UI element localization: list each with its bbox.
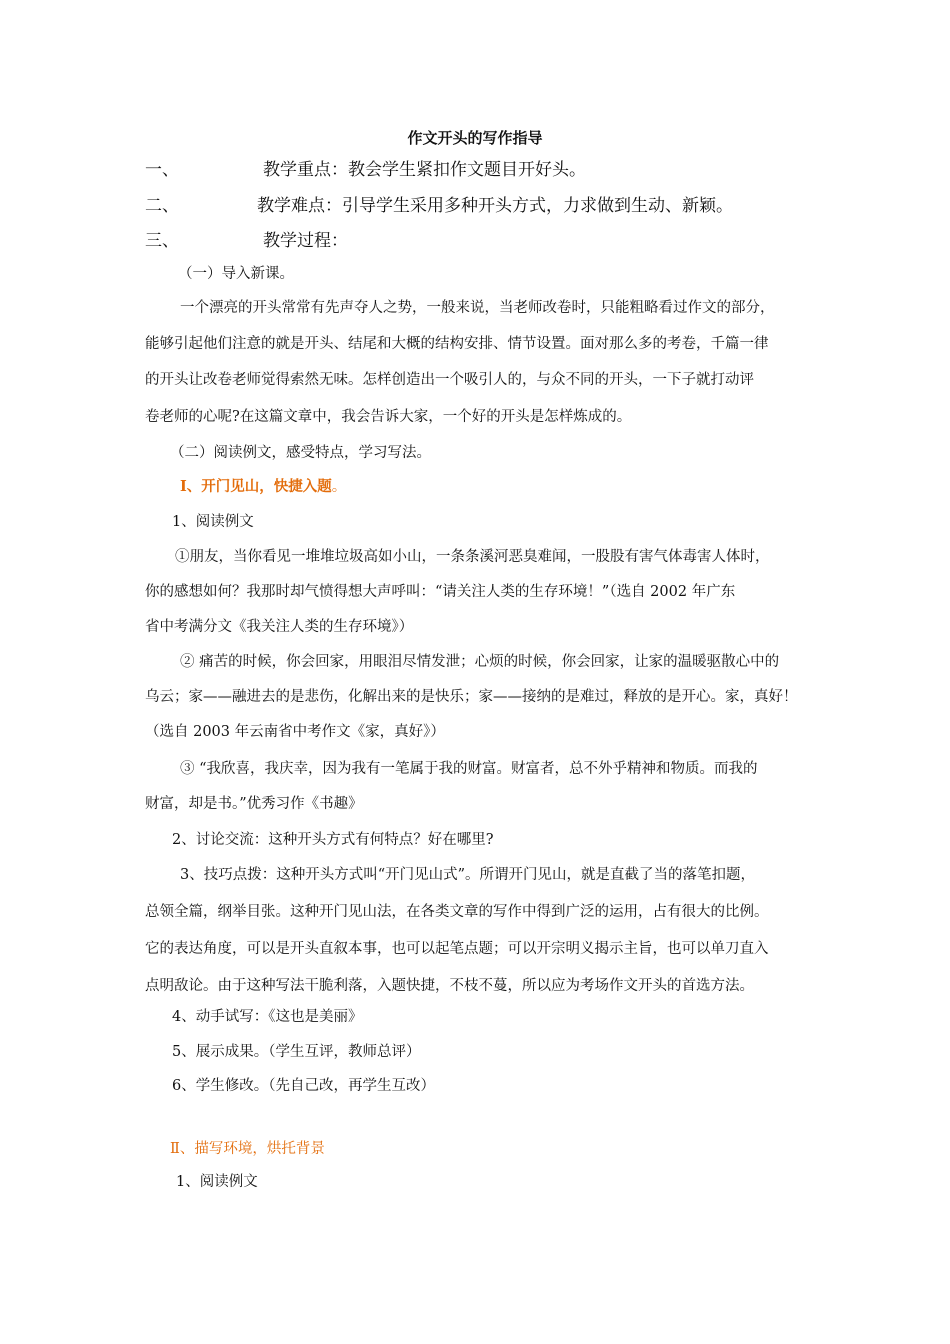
part1-step-2: 2、讨论交流：这种开头方式有何特点？好在哪里? [172, 832, 494, 848]
part1-heading-tail: 。 [331, 479, 347, 495]
section-number-3: 三、 [145, 231, 179, 251]
section-number-2: 二、 [145, 196, 179, 216]
document-title: 作文开头的写作指导 [407, 129, 543, 147]
tip-line: 总领全篇，纲举目张。这种开门见山法，在各类文章的写作中得到广泛的运用，占有很大的比例。 [145, 904, 769, 920]
read-heading: （二）阅读例文，感受特点，学习写法。 [170, 445, 431, 461]
example-3-line: 财富，却是书。”优秀习作《书趣》 [145, 796, 363, 812]
part1-heading-bold: Ⅰ、开门见山，快捷入题 [180, 478, 332, 495]
part2-heading: Ⅱ、描写环境，烘托背景 [170, 1141, 325, 1157]
section-text-3: 教学过程： [263, 231, 348, 251]
section-text-1: 教学重点：教会学生紧扣作文题目开好头。 [263, 160, 586, 180]
section-number-1: 一、 [145, 160, 179, 180]
example-1-line: ①朋友，当你看见一堆堆垃圾高如小山，一条条溪河恶臭难闻，一股股有害气体毒害人体时， [175, 549, 770, 565]
intro-line: 一个漂亮的开头常常有先声夺人之势，一般来说，当老师改卷时，只能粗略看过作文的部分， [180, 300, 775, 316]
tip-line: 点明敌论。由于这种写法干脆利落，入题快捷，不枝不蔓，所以应为考场作文开头的首选方法。 [145, 978, 754, 994]
example-2-line: 乌云；家——融进去的是悲伤，化解出来的是快乐；家——接纳的是难过，释放的是开心。家，真好！ [145, 689, 798, 705]
example-1-line: 你的感想如何？我那时却气愤得想大声呼叫：“请关注人类的生存环境！”（选自 2002 年广东 [145, 584, 736, 600]
example-2-line: ② 痛苦的时候，你会回家，用眼泪尽情发泄；心烦的时候，你会回家，让家的温暖驱散心中的 [180, 654, 780, 670]
part1-step-4: 4、动手试写：《这也是美丽》 [172, 1009, 363, 1025]
part1-step-5: 5、展示成果。（学生互评，教师总评） [172, 1044, 421, 1060]
intro-line: 的开头让改卷老师觉得索然无味。怎样创造出一个吸引人的，与众不同的开头，一下子就打动评 [145, 372, 754, 388]
tip-line: 它的表达角度，可以是开头直叙本事，也可以起笔点题；可以开宗明义揭示主旨，也可以单刀直入 [145, 941, 769, 957]
tip-line: 3、技巧点拨：这种开头方式叫“开门见山式”。所谓开门见山，就是直截了当的落笔扣题， [180, 867, 756, 883]
intro-line: 能够引起他们注意的就是开头、结尾和大概的结构安排、情节设置。面对那么多的考卷，千篇一律 [145, 336, 769, 352]
part2-step-1: 1、阅读例文 [176, 1174, 258, 1190]
example-2-line: （选自 2003 年云南省中考作文《家，真好》） [145, 724, 445, 740]
part1-heading [180, 477, 346, 497]
intro-line: 卷老师的心呢?在这篇文章中，我会告诉大家，一个好的开头是怎样炼成的。 [145, 409, 632, 425]
intro-heading: （一）导入新课。 [178, 266, 294, 282]
section-text-2: 教学难点：引导学生采用多种开头方式，力求做到生动、新颖。 [257, 196, 733, 216]
example-3-line: ③ “我欣喜，我庆幸，因为我有一笔属于我的财富。财富者，总不外乎精神和物质。而我的 [180, 761, 758, 777]
part1-step-1: 1、阅读例文 [172, 514, 254, 530]
part1-step-6: 6、学生修改。（先自己改，再学生互改） [172, 1078, 435, 1094]
example-1-line: 省中考满分文《我关注人类的生存环境》） [145, 619, 414, 635]
